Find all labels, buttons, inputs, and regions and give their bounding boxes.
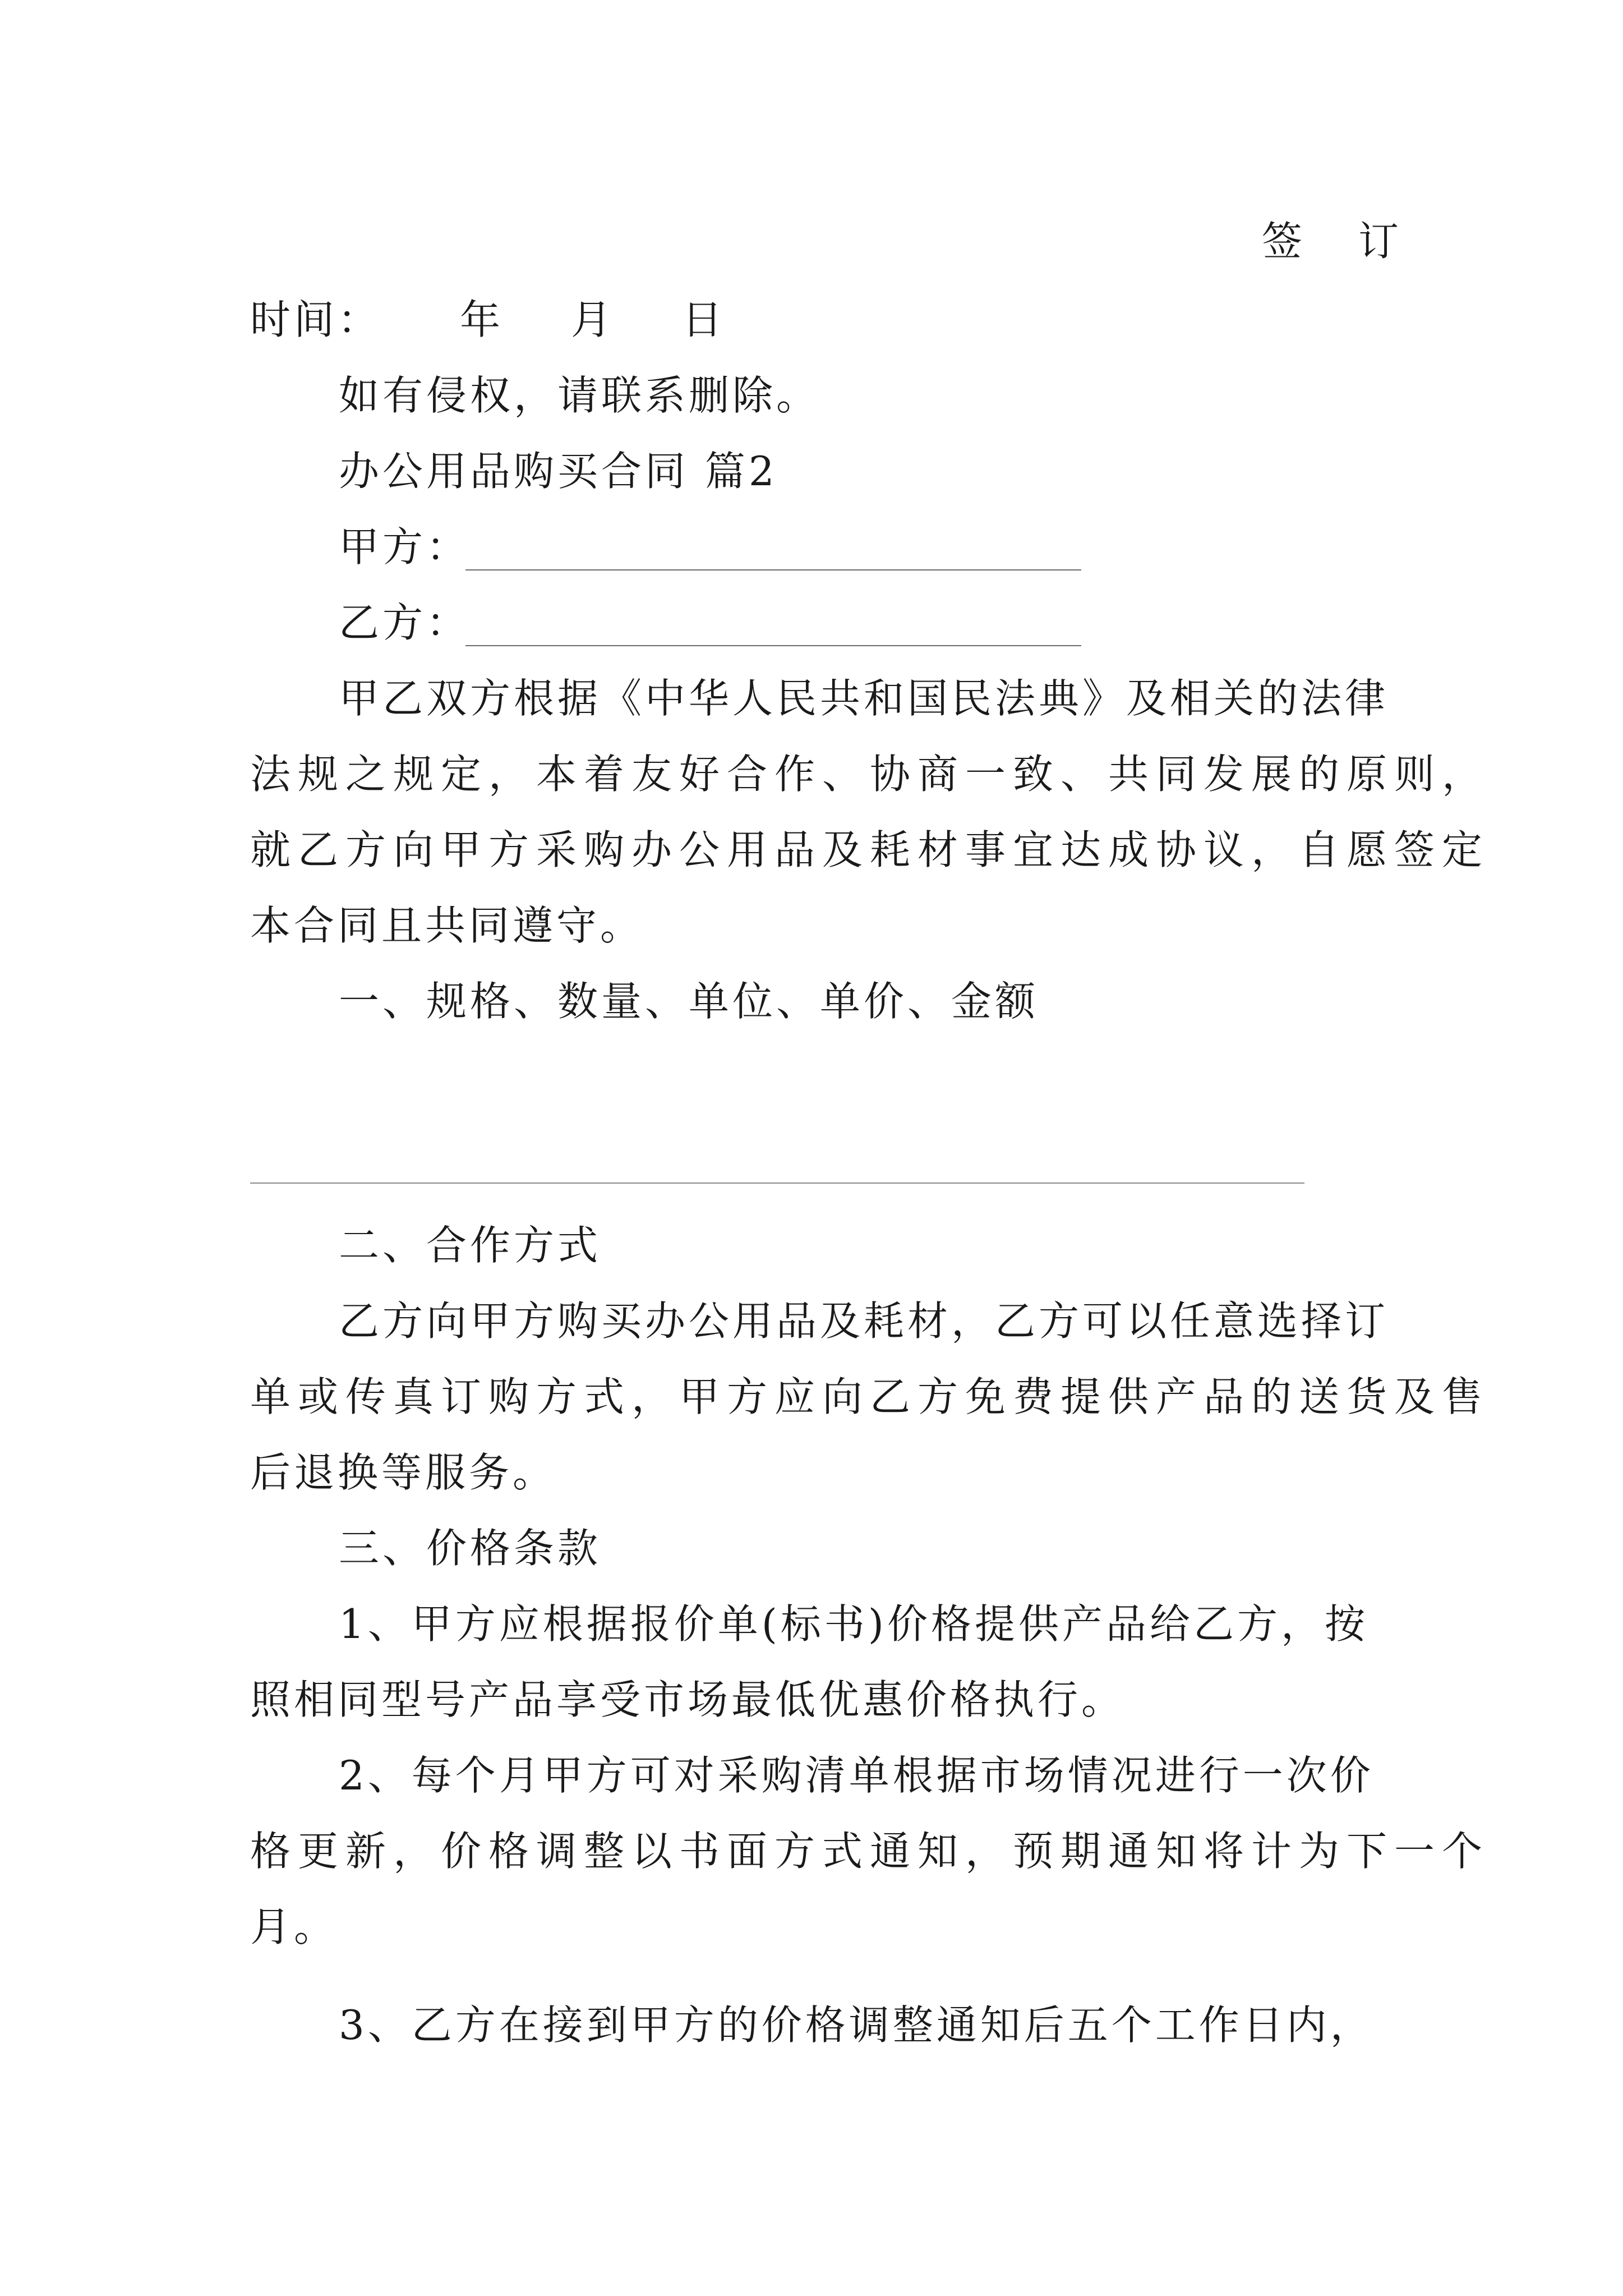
intro-line-2: 法规之规定，本着友好合作、协商一致、共同发展的原则， [250, 751, 1490, 798]
clause-2-line-2: 格更新，价格调整以书面方式通知，预期通知将计为下一个 [250, 1828, 1490, 1875]
time-label: 时间： [250, 296, 382, 343]
party-b-label: 乙方： [339, 599, 471, 646]
intro-line-1: 甲乙双方根据《中华人民共和国民法典》及相关的法律 [339, 675, 1389, 722]
section-3-heading: 三、价格条款 [339, 1525, 602, 1572]
copyright-notice: 如有侵权，请联系删除。 [339, 372, 820, 419]
clause-2-line-3: 月。 [250, 1903, 338, 1950]
section-2-line-1: 乙方向甲方购买办公用品及耗材，乙方可以任意选择订 [339, 1297, 1389, 1345]
clause-1-line-2: 照相同型号产品享受市场最低优惠价格执行。 [250, 1676, 1126, 1723]
party-a-blank [465, 569, 1081, 570]
intro-line-3: 就乙方向甲方采购办公用品及耗材事宜达成协议，自愿签定 [250, 826, 1490, 873]
clause-3-line-1: 3、乙方在接到甲方的价格调整通知后五个工作日内， [339, 2001, 1374, 2049]
section-2-line-3: 后退换等服务。 [250, 1449, 557, 1496]
year-label: 年 [460, 296, 504, 343]
section-2-heading: 二、合作方式 [339, 1222, 602, 1269]
day-label: 日 [682, 296, 726, 343]
party-b-blank [465, 645, 1081, 646]
signed-char-1: 签 [1262, 218, 1303, 265]
clause-1-line-1: 1、甲方应根据报价单(标书)价格提供产品给乙方，按 [339, 1600, 1368, 1648]
section-2-line-2: 单或传真订购方式，甲方应向乙方免费提供产品的送货及售 [250, 1373, 1490, 1420]
intro-line-4: 本合同且共同遵守。 [250, 902, 644, 949]
contract-title: 办公用品购买合同 篇2 [339, 448, 778, 495]
section-1-heading: 一、规格、数量、单位、单价、金额 [339, 978, 1039, 1025]
signed-char-2: 订 [1358, 218, 1399, 265]
signed-label [1262, 213, 1399, 269]
month-label: 月 [571, 296, 615, 343]
party-a-label: 甲方： [339, 523, 471, 570]
clause-2-line-1: 2、每个月甲方可对采购清单根据市场情况进行一次价 [339, 1752, 1374, 1799]
signing-date-line [250, 292, 726, 348]
table-divider-line [250, 1182, 1304, 1184]
